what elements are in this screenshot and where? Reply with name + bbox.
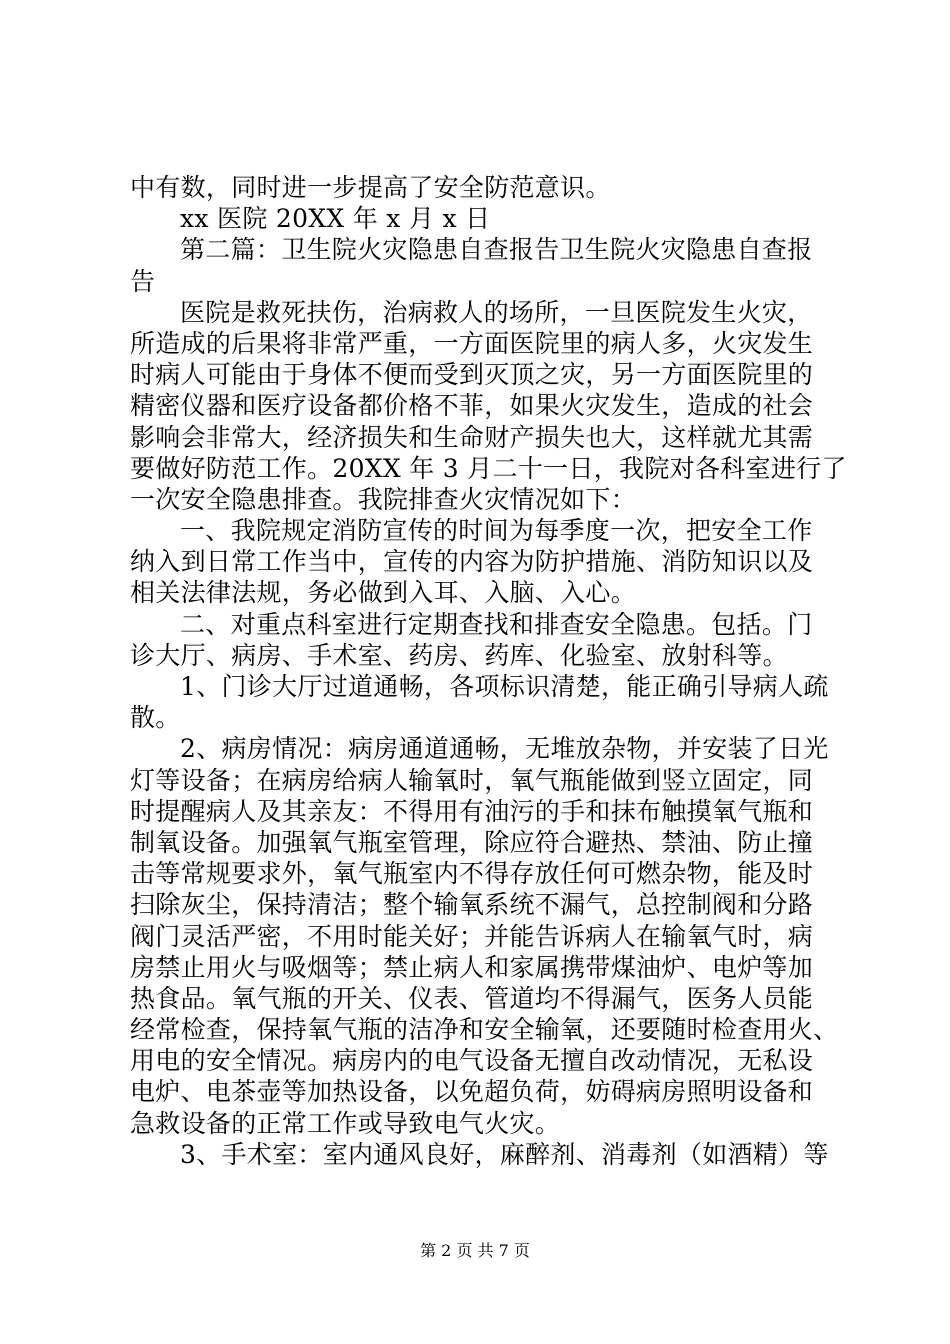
text-line: 时病人可能由于身体不便而受到灭顶之灾，另一方面医院里的: [130, 360, 814, 390]
text-line: 阀门灵活严密，不用时能关好；并能告诉病人在输氧气时，病: [130, 921, 814, 951]
text-line: 2、病房情况：病房通道通畅，无堆放杂物，并安装了日光: [180, 734, 829, 764]
section-title-continued: 告: [130, 266, 156, 296]
text-line: 房禁止用火与吸烟等；禁止病人和家属携带煤油炉、电炉等加: [130, 952, 814, 982]
text-line: 要做好防范工作。20XX 年 3 月二十一日，我院对各科室进行了: [130, 453, 847, 483]
text-line: 击等常规要求外，氧气瓶室内不得存放任何可燃杂物，能及时: [130, 859, 814, 889]
text-line: 精密仪器和医疗设备都价格不菲，如果火灾发生，造成的社会: [130, 391, 814, 421]
text-line: 二、对重点科室进行定期查找和排查安全隐患。包括。门: [180, 609, 813, 639]
page-footer: [0, 1241, 950, 1261]
text-line: 纳入到日常工作当中，宣传的内容为防护措施、消防知识以及: [130, 547, 814, 577]
text-line: 热食品。氧气瓶的开关、仪表、管道均不得漏气，医务人员能: [130, 983, 814, 1013]
text-line: 一、我院规定消防宣传的时间为每季度一次，把安全工作: [180, 516, 813, 546]
text-line: 中有数，同时进一步提高了安全防范意识。: [130, 173, 611, 202]
section-title: 第二篇：卫生院火灾隐患自查报告卫生院火灾隐患自查报: [180, 235, 813, 265]
page-number: 第 2 页 共 7 页: [420, 1241, 530, 1260]
text-line: 急救设备的正常工作或导致电气火灾。: [130, 1108, 561, 1138]
text-line: 电炉、电茶壶等加热设备，以免超负荷，妨碍病房照明设备和: [130, 1077, 814, 1107]
text-line: 医院是救死扶伤，治病救人的场所，一旦医院发生火灾，: [180, 297, 813, 327]
document-body: [130, 172, 847, 1170]
text-line: 扫除灰尘，保持清洁；整个输氧系统不漏气，总控制阀和分路: [130, 890, 814, 920]
text-line: 灯等设备；在病房给病人输氧时，氧气瓶能做到竖立固定，同: [130, 765, 814, 795]
text-line: 散。: [130, 703, 181, 733]
text-line: 制氧设备。加强氧气瓶室管理，除应符合避热、禁油、防止撞: [130, 827, 814, 857]
text-line: 时提醒病人及其亲友：不得用有油污的手和抹布触摸氧气瓶和: [130, 796, 814, 826]
text-line: 诊大厅、病房、手术室、药房、药库、化验室、放射科等。: [130, 640, 788, 670]
text-line: 经常检查，保持氧气瓶的洁净和安全输氧，还要随时检查用火、: [130, 1015, 839, 1045]
text-line: 一次安全隐患排查。我院排查火灾情况如下：: [130, 484, 637, 514]
text-line: 用电的安全情况。病房内的电气设备无擅自改动情况，无私设: [130, 1046, 814, 1076]
text-line: 3、手术室：室内通风良好，麻醉剂、消毒剂（如酒精）等: [180, 1139, 829, 1169]
signature-line: xx 医院 20XX 年 x 月 x 日: [180, 204, 491, 234]
text-line: 所造成的后果将非常严重，一方面医院里的病人多，火灾发生: [130, 328, 814, 358]
text-line: 相关法律法规，务必做到入耳、入脑、入心。: [130, 578, 637, 608]
text-line: 影响会非常大，经济损失和生命财产损失也大，这样就尤其需: [130, 422, 814, 452]
text-line: 1、门诊大厅过道通畅，各项标识清楚，能正确引导病人疏: [180, 672, 829, 701]
